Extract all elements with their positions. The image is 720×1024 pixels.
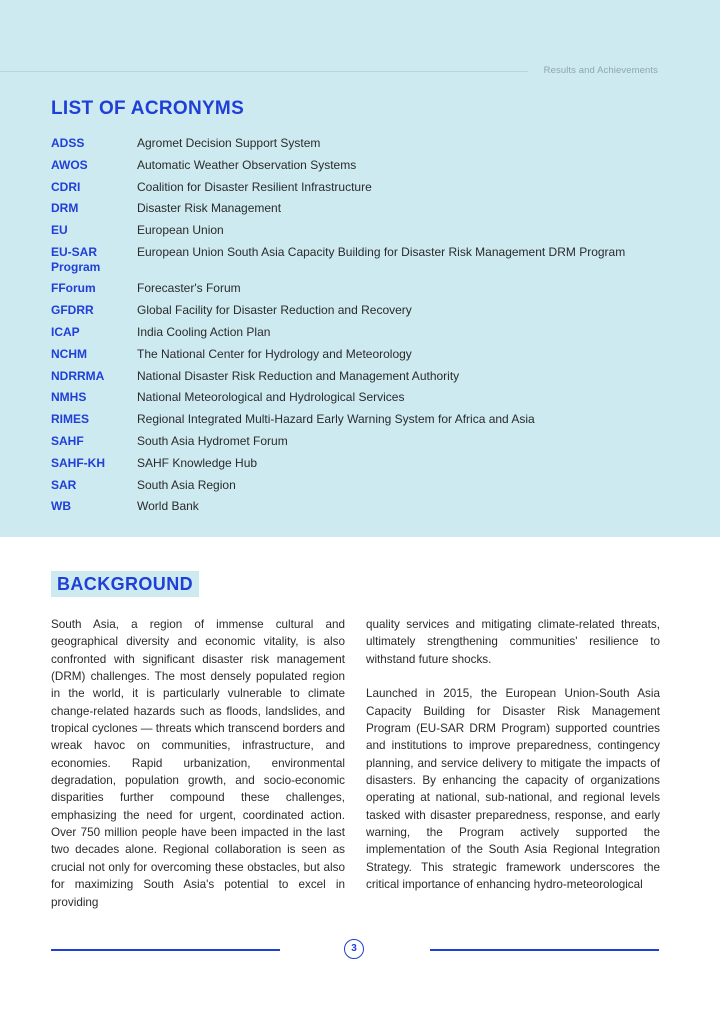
acronym-abbr: SAHF-KH xyxy=(51,455,105,470)
acronym-definition: National Disaster Risk Reduction and Management Authority xyxy=(137,368,460,383)
acronym-definition: The National Center for Hydrology and Meteorology xyxy=(137,346,412,361)
acronym-definition: South Asia Region xyxy=(137,477,236,492)
running-header: Results and Achievements xyxy=(543,65,658,76)
acronym-definition: Regional Integrated Multi-Hazard Early Warning System for Africa and Asia xyxy=(137,412,535,427)
acronym-row xyxy=(51,434,671,456)
acronym-row xyxy=(51,456,671,478)
acronym-row xyxy=(51,303,671,325)
acronym-row xyxy=(51,158,671,180)
acronym-row xyxy=(51,412,671,434)
acronym-abbr: NMHS xyxy=(51,390,87,405)
acronym-abbr: NDRRMA xyxy=(51,368,105,383)
acronym-definition: European Union xyxy=(137,223,224,238)
background-column-right xyxy=(366,616,660,911)
acronym-definition: Automatic Weather Observation Systems xyxy=(137,157,357,172)
acronym-definition: India Cooling Action Plan xyxy=(137,325,271,340)
acronym-abbr: AWOS xyxy=(51,157,88,172)
acronym-abbr: WB xyxy=(51,499,71,514)
acronym-row xyxy=(51,325,671,347)
acronym-abbr: EU-SAR Program xyxy=(51,244,101,274)
background-paragraph: Launched in 2015, the European Union-South Asia Capacity Building for Disaster Risk Management Program (EU-SAR DRM Program) supported countries and institutions to improve preparedness, contingency planning, and service delivery to mitigate the impacts of disasters. By enhancing the capacity of organizations operating at national, sub-national, and regional levels tasked with disaster preparedness, response, and early warning, the Program actively supported the implementation of the South Asia Regional Integration Strategy. This strategic framework underscores the critical importance of enhancing hydro-meteorological xyxy=(366,687,660,892)
acronym-row xyxy=(51,369,671,391)
acronym-definition: National Meteorological and Hydrological Services xyxy=(137,390,405,405)
acronym-row xyxy=(51,180,671,202)
acronym-row xyxy=(51,478,671,500)
acronym-definition: South Asia Hydromet Forum xyxy=(137,434,288,449)
acronym-row xyxy=(51,245,671,282)
acronym-abbr: SAR xyxy=(51,477,77,492)
acronym-row xyxy=(51,136,671,158)
acronym-abbr: ADSS xyxy=(51,136,85,150)
page-number: 3 xyxy=(344,939,364,959)
acronym-row xyxy=(51,281,671,303)
acronym-definition: SAHF Knowledge Hub xyxy=(137,455,258,470)
background-heading: BACKGROUND xyxy=(51,571,199,597)
acronym-row xyxy=(51,347,671,369)
acronym-abbr: NCHM xyxy=(51,346,87,361)
acronym-row xyxy=(51,390,671,412)
background-paragraph: South Asia, a region of immense cultural and geographical diversity and economic vitality, is also confronted with significant disaster risk management (DRM) challenges. The most densely populated region in the world, it is particularly vulnerable to climate change-related hazards such as floods, landslides, and tropical cyclones — threats which transcend borders and wreak havoc on communities, infrastructure, and economies. Rapid urbanization, environmental degradation, population growth, and socio-economic disparities further compound these challenges, emphasizing the need for urgent, coordinated action. Over 750 million people have been impacted in the last two decades alone. Regional collaboration is seen as crucial not only for overcoming these obstacles, but also for maximizing South Asia's potential to excel in providing xyxy=(51,618,345,909)
acronym-definition: Forecaster's Forum xyxy=(137,281,241,296)
acronym-row xyxy=(51,499,671,521)
acronym-abbr: ICAP xyxy=(51,325,80,340)
acronyms-title: LIST OF ACRONYMS xyxy=(51,98,245,119)
acronym-abbr: RIMES xyxy=(51,412,90,427)
acronym-definition: European Union South Asia Capacity Building for Disaster Risk Management DRM Program xyxy=(137,244,626,259)
header-rule xyxy=(0,71,528,72)
acronym-abbr: GFDRR xyxy=(51,303,94,318)
acronym-abbr: SAHF xyxy=(51,434,84,449)
acronym-definition: Global Facility for Disaster Reduction and Recovery xyxy=(137,303,412,318)
footer-rule-left xyxy=(51,949,280,951)
acronym-abbr: DRM xyxy=(51,201,79,216)
acronym-row xyxy=(51,223,671,245)
acronym-definition: Disaster Risk Management xyxy=(137,201,282,216)
footer-rule-right xyxy=(430,949,659,951)
acronym-definition: Coalition for Disaster Resilient Infrastructure xyxy=(137,179,372,194)
acronym-definition: World Bank xyxy=(137,499,199,514)
acronym-row xyxy=(51,201,671,223)
background-paragraph: quality services and mitigating climate-related threats, ultimately strengthening communities' resilience to withstand future shocks. xyxy=(366,618,660,666)
acronym-abbr: CDRI xyxy=(51,179,81,194)
acronym-abbr: EU xyxy=(51,223,68,238)
acronym-list xyxy=(51,136,671,521)
acronym-definition: Agromet Decision Support System xyxy=(137,136,321,150)
background-column-left xyxy=(51,616,345,928)
acronym-abbr: FForum xyxy=(51,281,96,296)
